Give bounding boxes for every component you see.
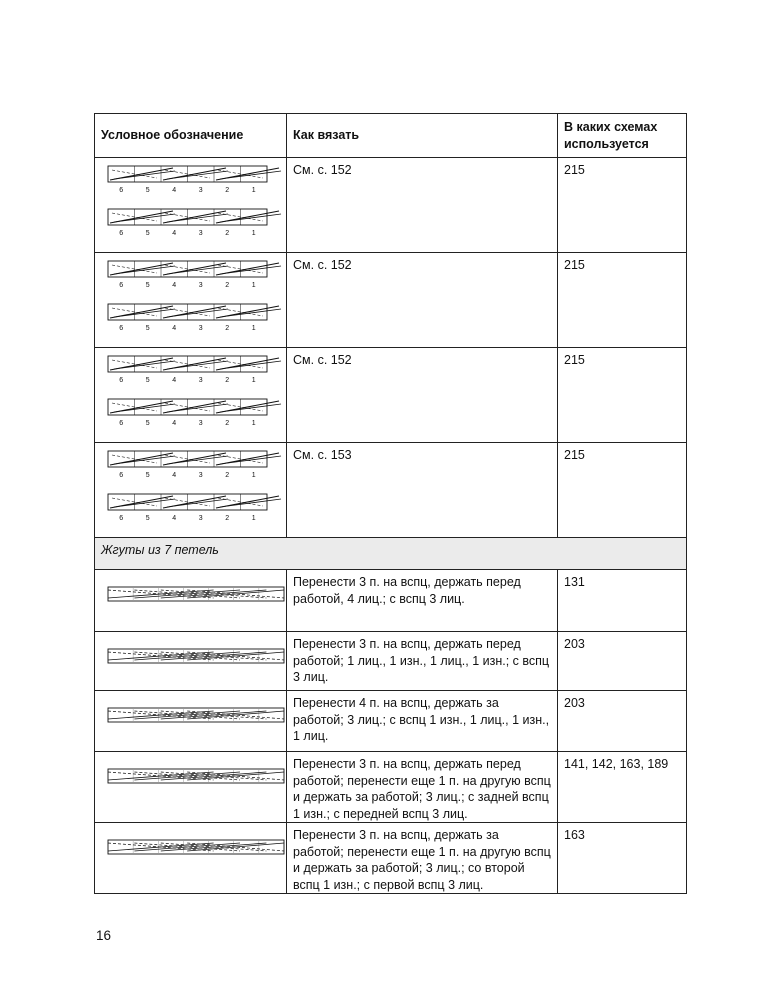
symbol-cell [95,752,287,823]
table-header-row [95,114,687,158]
charts-cell: 131 [558,570,687,632]
instruction-cell: Перенести 3 п. на вспц, держать перед работой; 1 лиц., 1 изн., 1 лиц., 1 изн.; с вспц 3 лиц. [287,632,558,691]
stitch-number: 3 [198,282,203,289]
stitch-number: 1 [251,187,256,194]
stitch-number: 2 [225,282,230,289]
stitch-number: 6 [119,187,124,194]
cable-block [108,304,281,332]
table-row [95,348,687,443]
header-charts: В каких схемах используется [558,114,687,158]
cable-block [108,587,284,601]
table-row [95,443,687,538]
stitch-number: 5 [145,472,150,479]
cable-block [108,649,284,663]
stitch-number: 3 [198,230,203,237]
header-symbol: Условное обозначение [95,114,287,158]
symbol-cell [95,253,287,348]
symbol-cell [95,158,287,253]
section-title: Жгуты из 7 петель [95,538,687,570]
stitch-number: 2 [225,187,230,194]
cable-block [108,399,281,427]
stitch-number: 1 [251,420,256,427]
stitch-number: 4 [172,325,177,332]
instruction-cell: См. с. 153 [287,443,558,538]
stitch-number: 4 [172,515,177,522]
cable-block [108,708,284,722]
stitch-number: 2 [225,377,230,384]
stitch-number: 6 [119,230,124,237]
cable-7st-symbol-icon [101,827,291,867]
stitch-number: 1 [251,515,256,522]
symbol-legend-table [94,113,687,894]
stitch-number: 4 [172,377,177,384]
instruction-cell: Перенести 3 п. на вспц, держать за работой; перенести еще 1 п. на другую вспц и держать за работой; 3 лиц.; со второй вспц 1 изн.; с первой вспц 3 лиц. [287,823,558,894]
stitch-number: 2 [225,230,230,237]
stitch-number: 2 [225,472,230,479]
stitch-number: 5 [145,187,150,194]
instruction-cell: См. с. 152 [287,253,558,348]
charts-cell: 163 [558,823,687,894]
stitch-number: 1 [251,230,256,237]
table-row [95,253,687,348]
stitch-number: 1 [251,325,256,332]
stitch-number: 5 [145,282,150,289]
cable-7st-symbol-icon [101,756,291,796]
cable-block [108,494,281,522]
stitch-number: 4 [172,420,177,427]
stitch-number: 5 [145,377,150,384]
stitch-number: 6 [119,515,124,522]
stitch-number: 3 [198,377,203,384]
cable-block [108,209,281,237]
stitch-number: 3 [198,472,203,479]
symbol-cell [95,348,287,443]
stitch-number: 6 [119,472,124,479]
cable-6st-symbol-icon [101,352,291,442]
charts-cell: 215 [558,158,687,253]
cable-block [108,840,284,854]
symbol-cell [95,632,287,691]
cable-block [108,769,284,783]
stitch-number: 4 [172,472,177,479]
cable-6st-symbol-icon [101,162,291,252]
stitch-number: 6 [119,420,124,427]
table-row [95,158,687,253]
stitch-number: 2 [225,515,230,522]
stitch-number: 5 [145,230,150,237]
table-row [95,752,687,823]
symbol-cell [95,443,287,538]
stitch-number: 4 [172,230,177,237]
charts-cell: 215 [558,253,687,348]
stitch-number: 3 [198,420,203,427]
cable-block [108,166,281,194]
table-row [95,691,687,752]
charts-cell: 141, 142, 163, 189 [558,752,687,823]
charts-cell: 203 [558,632,687,691]
table-row [95,823,687,894]
symbol-cell [95,823,287,894]
page-number: 16 [96,928,112,943]
instruction-cell: Перенести 3 п. на вспц, держать перед работой; перенести еще 1 п. на другую вспц и держать за работой; 3 лиц.; с задней вспц 1 изн.; с передней вспц 3 лиц. [287,752,558,823]
cable-block [108,261,281,289]
stitch-number: 6 [119,377,124,384]
stitch-number: 1 [251,282,256,289]
stitch-number: 4 [172,187,177,194]
cable-7st-symbol-icon [101,574,291,614]
stitch-number: 6 [119,325,124,332]
stitch-number: 1 [251,377,256,384]
instruction-cell: Перенести 4 п. на вспц, держать за работой; 3 лиц.; с вспц 1 изн., 1 лиц., 1 изн., 1 лиц. [287,691,558,752]
symbol-cell [95,570,287,632]
cable-block [108,356,281,384]
instruction-cell: Перенести 3 п. на вспц, держать перед работой, 4 лиц.; с вспц 3 лиц. [287,570,558,632]
stitch-number: 4 [172,282,177,289]
cable-6st-symbol-icon [101,257,291,347]
charts-cell: 215 [558,348,687,443]
charts-cell: 203 [558,691,687,752]
symbol-cell [95,691,287,752]
cable-6st-symbol-icon [101,447,291,537]
stitch-number: 5 [145,420,150,427]
table-row [95,570,687,632]
stitch-number: 3 [198,515,203,522]
stitch-number: 5 [145,325,150,332]
stitch-number: 3 [198,325,203,332]
instruction-cell: См. с. 152 [287,348,558,443]
cable-block [108,451,281,479]
cable-7st-symbol-icon [101,695,291,735]
table-row [95,632,687,691]
header-how-to-knit: Как вязать [287,114,558,158]
stitch-number: 6 [119,282,124,289]
stitch-number: 2 [225,325,230,332]
stitch-number: 5 [145,515,150,522]
charts-cell: 215 [558,443,687,538]
stitch-number: 2 [225,420,230,427]
stitch-number: 3 [198,187,203,194]
instruction-cell: См. с. 152 [287,158,558,253]
section-row [95,538,687,570]
stitch-number: 1 [251,472,256,479]
cable-7st-symbol-icon [101,636,291,676]
